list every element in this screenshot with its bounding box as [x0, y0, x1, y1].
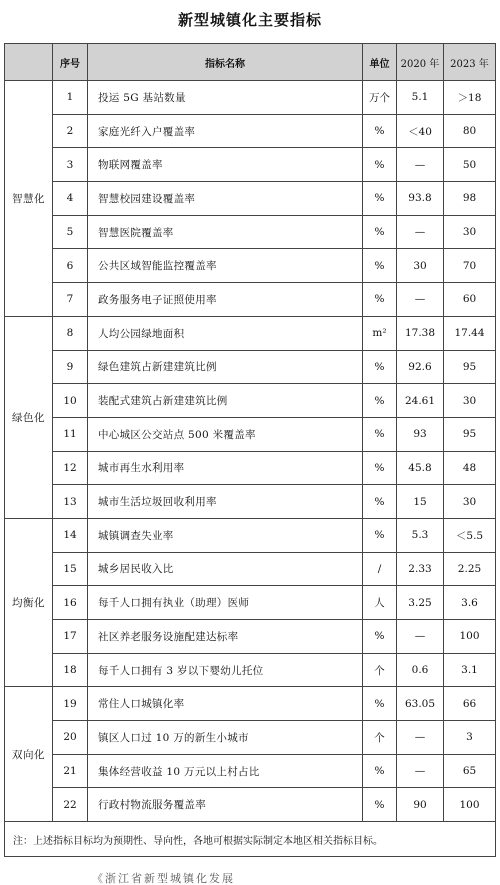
indicator-name-cell: 家庭光纤入户覆盖率 — [88, 114, 363, 148]
table-row — [5, 451, 496, 485]
table-body — [5, 81, 496, 857]
value-2023-cell: 100 — [444, 620, 496, 654]
seq-cell: 20 — [53, 721, 88, 755]
table-row — [5, 653, 496, 687]
unit-cell: % — [363, 687, 397, 721]
unit-cell: % — [363, 384, 397, 418]
header-2023: 2023 年 — [444, 44, 496, 81]
value-2023-cell: 60 — [444, 283, 496, 317]
indicator-name-cell: 投运 5G 基站数量 — [88, 81, 363, 115]
unit-cell: % — [363, 620, 397, 654]
value-2023-cell: 3.6 — [444, 586, 496, 620]
header-2020: 2020 年 — [397, 44, 444, 81]
value-2020-cell: 90 — [397, 788, 444, 822]
indicator-name-cell: 政务服务电子证照使用率 — [88, 283, 363, 317]
unit-cell: % — [363, 249, 397, 283]
seq-cell: 9 — [53, 350, 88, 384]
header-category — [5, 44, 53, 81]
value-2023-cell: 2.25 — [444, 552, 496, 586]
unit-cell: % — [363, 114, 397, 148]
value-2020-cell: — — [397, 283, 444, 317]
seq-cell: 18 — [53, 653, 88, 687]
value-2020-cell: — — [397, 148, 444, 182]
seq-cell: 19 — [53, 687, 88, 721]
seq-cell: 3 — [53, 148, 88, 182]
indicator-name-cell: 社区养老服务设施配建达标率 — [88, 620, 363, 654]
value-2023-cell: 80 — [444, 114, 496, 148]
indicator-name-cell: 物联网覆盖率 — [88, 148, 363, 182]
table-row — [5, 721, 496, 755]
value-2023-cell: 48 — [444, 451, 496, 485]
table-row — [5, 316, 496, 350]
value-2023-cell: ＞18 — [444, 81, 496, 115]
value-2020-cell: 45.8 — [397, 451, 444, 485]
value-2020-cell: 24.61 — [397, 384, 444, 418]
unit-cell: 人 — [363, 586, 397, 620]
value-2023-cell: 30 — [444, 384, 496, 418]
value-2020-cell: 92.6 — [397, 350, 444, 384]
indicator-name-cell: 智慧校园建设覆盖率 — [88, 182, 363, 216]
unit-cell: 个 — [363, 653, 397, 687]
unit-cell: m² — [363, 316, 397, 350]
seq-cell: 12 — [53, 451, 88, 485]
table-row — [5, 417, 496, 451]
indicator-name-cell: 智慧医院覆盖率 — [88, 215, 363, 249]
table-row — [5, 620, 496, 654]
table-row — [5, 350, 496, 384]
value-2023-cell: 3 — [444, 721, 496, 755]
header-name: 指标名称 — [88, 44, 363, 81]
value-2023-cell: 3.1 — [444, 653, 496, 687]
footer-caption — [92, 872, 412, 885]
value-2023-cell: 98 — [444, 182, 496, 216]
table-row — [5, 249, 496, 283]
unit-cell: % — [363, 518, 397, 552]
value-2020-cell: 5.1 — [397, 81, 444, 115]
value-2023-cell: 30 — [444, 215, 496, 249]
value-2023-cell: 70 — [444, 249, 496, 283]
indicator-name-cell: 中心城区公交站点 500 米覆盖率 — [88, 417, 363, 451]
category-cell: 绿色化 — [5, 316, 53, 518]
seq-cell: 6 — [53, 249, 88, 283]
indicator-name-cell: 城乡居民收入比 — [88, 552, 363, 586]
seq-cell: 7 — [53, 283, 88, 317]
category-cell: 均衡化 — [5, 518, 53, 686]
value-2020-cell: 63.05 — [397, 687, 444, 721]
value-2020-cell: 2.33 — [397, 552, 444, 586]
value-2020-cell: 3.25 — [397, 586, 444, 620]
value-2020-cell: — — [397, 620, 444, 654]
indicator-name-cell: 城市生活垃圾回收利用率 — [88, 485, 363, 519]
unit-cell: % — [363, 485, 397, 519]
indicator-name-cell: 城镇调查失业率 — [88, 518, 363, 552]
header-seq: 序号 — [53, 44, 88, 81]
table-row — [5, 518, 496, 552]
table-row — [5, 81, 496, 115]
category-cell: 双向化 — [5, 687, 53, 822]
indicator-name-cell: 集体经营收益 10 万元以上村占比 — [88, 754, 363, 788]
table-row — [5, 788, 496, 822]
seq-cell: 21 — [53, 754, 88, 788]
indicator-table — [4, 43, 496, 857]
seq-cell: 4 — [53, 182, 88, 216]
indicator-name-cell: 每千人口拥有执业（助理）医师 — [88, 586, 363, 620]
unit-cell: / — [363, 552, 397, 586]
table-row — [5, 283, 496, 317]
note-row — [5, 822, 496, 857]
indicator-name-cell: 每千人口拥有 3 岁以下婴幼儿托位 — [88, 653, 363, 687]
value-2023-cell: 17.44 — [444, 316, 496, 350]
unit-cell: % — [363, 417, 397, 451]
indicator-name-cell: 绿色建筑占新建建筑比例 — [88, 350, 363, 384]
document-title: 新型城镇化主要指标 — [177, 11, 322, 29]
seq-cell: 5 — [53, 215, 88, 249]
indicator-name-cell: 行政村物流服务覆盖率 — [88, 788, 363, 822]
indicator-name-cell: 装配式建筑占新建建筑比例 — [88, 384, 363, 418]
footer-caption-text: 《浙江省新型城镇化发展 — [92, 872, 235, 885]
table-row — [5, 552, 496, 586]
value-2020-cell: 93.8 — [397, 182, 444, 216]
seq-cell: 16 — [53, 586, 88, 620]
indicator-name-cell: 镇区人口过 10 万的新生小城市 — [88, 721, 363, 755]
table-header-row — [5, 44, 496, 81]
value-2020-cell: 93 — [397, 417, 444, 451]
unit-cell: % — [363, 451, 397, 485]
table-row — [5, 485, 496, 519]
value-2023-cell: ＜5.5 — [444, 518, 496, 552]
header-unit: 单位 — [363, 44, 397, 81]
table-row — [5, 148, 496, 182]
value-2020-cell: 5.3 — [397, 518, 444, 552]
seq-cell: 8 — [53, 316, 88, 350]
indicator-name-cell: 常住人口城镇化率 — [88, 687, 363, 721]
indicator-name-cell: 城市再生水利用率 — [88, 451, 363, 485]
unit-cell: % — [363, 788, 397, 822]
seq-cell: 10 — [53, 384, 88, 418]
seq-cell: 2 — [53, 114, 88, 148]
unit-cell: % — [363, 754, 397, 788]
indicator-name-cell: 公共区域智能监控覆盖率 — [88, 249, 363, 283]
value-2023-cell: 100 — [444, 788, 496, 822]
table-row — [5, 586, 496, 620]
unit-cell: 万个 — [363, 81, 397, 115]
unit-cell: % — [363, 148, 397, 182]
value-2020-cell: — — [397, 721, 444, 755]
value-2020-cell: ＜40 — [397, 114, 444, 148]
value-2023-cell: 95 — [444, 417, 496, 451]
seq-cell: 11 — [53, 417, 88, 451]
table-note: 注：上述指标目标均为预期性、导向性，各地可根据实际制定本地区相关指标目标。 — [5, 822, 496, 857]
table-row — [5, 687, 496, 721]
unit-cell: 个 — [363, 721, 397, 755]
value-2020-cell: 15 — [397, 485, 444, 519]
seq-cell: 15 — [53, 552, 88, 586]
table-row — [5, 182, 496, 216]
unit-cell: % — [363, 350, 397, 384]
table-row — [5, 114, 496, 148]
table-row — [5, 215, 496, 249]
seq-cell: 14 — [53, 518, 88, 552]
unit-cell: % — [363, 182, 397, 216]
value-2023-cell: 30 — [444, 485, 496, 519]
value-2023-cell: 50 — [444, 148, 496, 182]
value-2020-cell: — — [397, 754, 444, 788]
value-2020-cell: — — [397, 215, 444, 249]
unit-cell: % — [363, 283, 397, 317]
table-row — [5, 384, 496, 418]
value-2023-cell: 95 — [444, 350, 496, 384]
seq-cell: 1 — [53, 81, 88, 115]
unit-cell: % — [363, 215, 397, 249]
value-2023-cell: 65 — [444, 754, 496, 788]
seq-cell: 17 — [53, 620, 88, 654]
seq-cell: 13 — [53, 485, 88, 519]
value-2020-cell: 0.6 — [397, 653, 444, 687]
seq-cell: 22 — [53, 788, 88, 822]
value-2020-cell: 17.38 — [397, 316, 444, 350]
indicator-name-cell: 人均公园绿地面积 — [88, 316, 363, 350]
category-cell: 智慧化 — [5, 81, 53, 317]
table-row — [5, 754, 496, 788]
value-2020-cell: 30 — [397, 249, 444, 283]
value-2023-cell: 66 — [444, 687, 496, 721]
